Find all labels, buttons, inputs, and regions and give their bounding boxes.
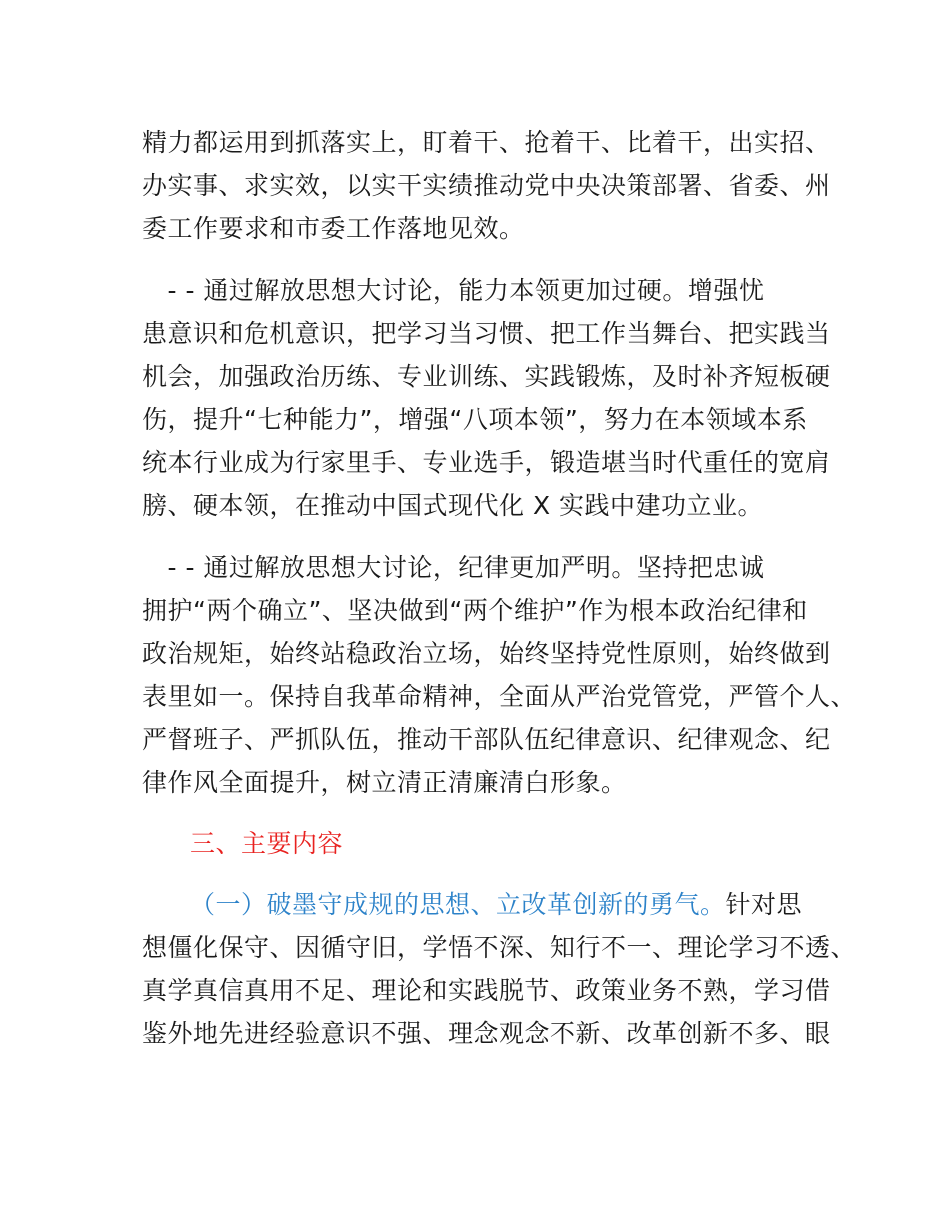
text-line: - - 通过解放思想大讨论，能力本领更加过硬。增强忧 xyxy=(142,276,765,305)
text-line: 严督班子、严抓队伍，推动干部队伍纪律意识、纪律观念、纪 xyxy=(142,725,831,754)
paragraph-3 xyxy=(142,546,857,804)
text-line: 机会，加强政治历练、专业训练、实践锻炼，及时补齐短板硬 xyxy=(142,362,831,391)
text-line: 拥护“两个确立”、坚决做到“两个维护”作为根本政治纪律和 xyxy=(142,596,808,625)
text-line: 膀、硬本领，在推动中国式现代化 X 实践中建功立业。 xyxy=(142,491,764,520)
subheading: （一）破墨守成规的思想、立改革创新的勇气。 xyxy=(190,890,726,919)
text-fragment: 针对思 xyxy=(725,890,803,919)
paragraph-2 xyxy=(142,269,831,527)
text-line: 伤，提升“七种能力”，增强“八项本领”，努力在本领域本系 xyxy=(142,405,808,434)
paragraph-1 xyxy=(142,121,831,250)
paragraph-4 xyxy=(142,883,857,1055)
text-line-with-subheading xyxy=(142,883,814,926)
text-line: - - 通过解放思想大讨论，纪律更加严明。坚持把忠诚 xyxy=(142,553,765,582)
text-line: 鉴外地先进经验意识不强、理念观念不新、改革创新不多、眼 xyxy=(142,1019,831,1048)
section-heading: 三、主要内容 xyxy=(190,829,344,858)
text-line: 患意识和危机意识，把学习当习惯、把工作当舞台、把实践当 xyxy=(142,319,831,348)
text-line: 政治规矩，始终站稳政治立场，始终坚持党性原则，始终做到 xyxy=(142,639,831,668)
text-line: 律作风全面提升，树立清正清廉清白形象。 xyxy=(142,768,627,797)
text-line: 办实事、求实效，以实干实绩推动党中央决策部署、省委、州 xyxy=(142,171,831,200)
text-line: 真学真信真用不足、理论和实践脱节、政策业务不熟，学习借 xyxy=(142,976,831,1005)
text-line: 想僵化保守、因循守旧，学悟不深、知行不一、理论学习不透、 xyxy=(142,933,857,962)
text-line: 统本行业成为行家里手、专业选手，锻造堪当时代重任的宽肩 xyxy=(142,448,831,477)
text-line: 表里如一。保持自我革命精神，全面从严治党管党，严管个人、 xyxy=(142,682,857,711)
text-line: 精力都运用到抓落实上，盯着干、抢着干、比着干，出实招、 xyxy=(142,128,831,157)
text-line: 委工作要求和市委工作落地见效。 xyxy=(142,214,525,243)
